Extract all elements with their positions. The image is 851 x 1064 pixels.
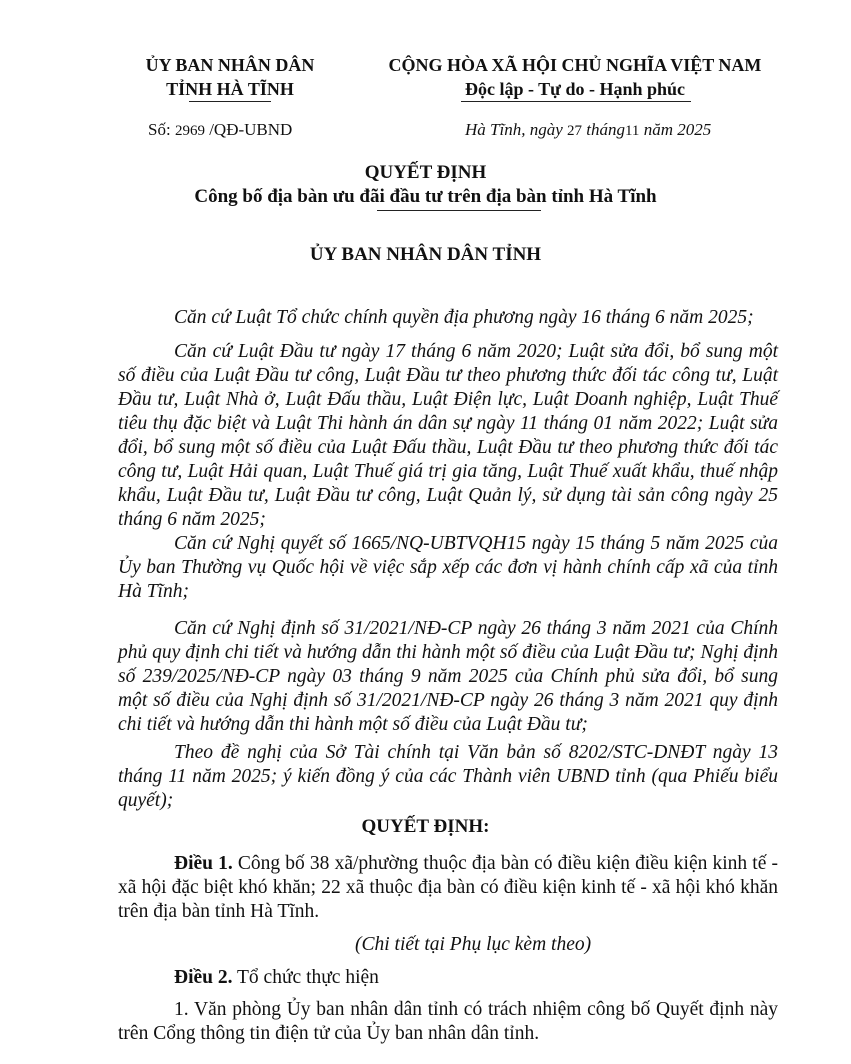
preamble-5: Theo đề nghị của Sở Tài chính tại Văn bản số 8202/STC-DNĐT ngày 13 tháng 11 năm 2025; ý kiến đồng ý của các Thành viên UBND tỉnh (qua Phiếu biểu quyết); xyxy=(118,742,778,811)
number-label: Số: xyxy=(148,120,171,139)
issuer-name xyxy=(120,53,340,101)
article-2 xyxy=(118,966,778,990)
country-name: CỘNG HÒA XÃ HỘI CHỦ NGHĨA VIỆT NAM xyxy=(388,55,762,75)
document-date xyxy=(465,120,711,140)
document-subtitle: Công bố địa bàn ưu đãi đầu tư trên địa bàn tỉnh Hà Tĩnh xyxy=(194,186,657,207)
motto-underline xyxy=(461,101,691,102)
motto: Độc lập - Tự do - Hạnh phúc xyxy=(464,79,686,99)
article-2-label: Điều 2. xyxy=(174,967,233,988)
number-value: 2969 xyxy=(174,123,205,139)
article-2-text: Tổ chức thực hiện xyxy=(232,967,379,988)
national-motto xyxy=(370,53,780,101)
issuer-line-1: ỦY BAN NHÂN DÂN xyxy=(145,55,315,75)
date-prefix: Hà Tĩnh, ngày xyxy=(465,120,563,139)
article-1-label: Điều 1. xyxy=(174,853,233,874)
preamble-4: Căn cứ Nghị định số 31/2021/NĐ-CP ngày 26 tháng 3 năm 2021 của Chính phủ quy định chi tiết và hướng dẫn thi hành một số điều của Luật Đầu tư; Nghị định số 239/2025/NĐ-CP ngày 03 tháng 9 năm 2025 của Chính phủ sửa đổi, bổ sung một số điều của Nghị định số 31/2021/NĐ-CP ngày 26 tháng 3 năm 2021 quy định chi tiết và hướng dẫn thi hành một số điều của Luật Đầu tư; xyxy=(118,618,778,735)
preamble-1: Căn cứ Luật Tổ chức chính quyền địa phương ngày 16 tháng 6 năm 2025; xyxy=(174,307,754,328)
preamble-2: Căn cứ Luật Đầu tư ngày 17 tháng 6 năm 2020; Luật sửa đổi, bổ sung một số điều của Luật Đầu tư công, Luật Đầu tư theo phương thức đối tác công tư, Luật Đầu tư, Luật Nhà ở, Luật Đấu thầu, Luật Điện lực, Luật Doanh nghiệp, Luật Thuế tiêu thụ đặc biệt và Luật Thi hành án dân sự ngày 11 tháng 01 năm 2022; Luật sửa đổi, bổ sung một số điều của Luật Đấu thầu, Luật Đầu tư theo phương thức đối tác công tư, Luật Hải quan, Luật Thuế giá trị gia tăng, Luật Thuế xuất khẩu, thuế nhập khẩu, Luật Đầu tư, Luật Đầu tư công, Luật Quản lý, sử dụng tài sản công ngày 25 tháng 6 năm 2025; xyxy=(118,341,778,530)
subtitle-underline xyxy=(377,210,541,211)
date-month-label: tháng xyxy=(586,120,625,139)
article-1-text: Công bố 38 xã/phường thuộc địa bàn có điều kiện điều kiện kinh tế - xã hội đặc biệt khó khăn; 22 xã thuộc địa bàn có điều kiện kinh tế - xã hội khó khăn trên địa bàn tỉnh Hà Tĩnh. xyxy=(118,853,778,922)
issuer-line-2: TỈNH HÀ TĨNH xyxy=(166,79,294,99)
article-1-note: (Chi tiết tại Phụ lục kèm theo) xyxy=(355,934,592,955)
number-suffix: /QĐ-UBND xyxy=(209,120,293,139)
decision-heading: QUYẾT ĐỊNH: xyxy=(361,816,490,837)
issuer-underline xyxy=(189,101,271,102)
article-1 xyxy=(118,852,778,924)
date-year: năm 2025 xyxy=(643,120,712,139)
article-2-item-1: 1. Văn phòng Ủy ban nhân dân tỉnh có trách nhiệm công bố Quyết định này trên Cổng thông tin điện tử của Ủy ban nhân dân tỉnh. xyxy=(118,999,778,1044)
date-day: 27 xyxy=(567,123,582,139)
preamble-3: Căn cứ Nghị quyết số 1665/NQ-UBTVQH15 ngày 15 tháng 5 năm 2025 của Ủy ban Thường vụ Quốc hội về việc sắp xếp các đơn vị hành chính cấp xã của tỉnh Hà Tĩnh; xyxy=(118,533,778,602)
document-number xyxy=(148,120,292,140)
document-title: QUYẾT ĐỊNH xyxy=(364,162,487,183)
date-month: 11 xyxy=(624,123,640,139)
issuing-authority: ỦY BAN NHÂN DÂN TỈNH xyxy=(309,244,542,265)
